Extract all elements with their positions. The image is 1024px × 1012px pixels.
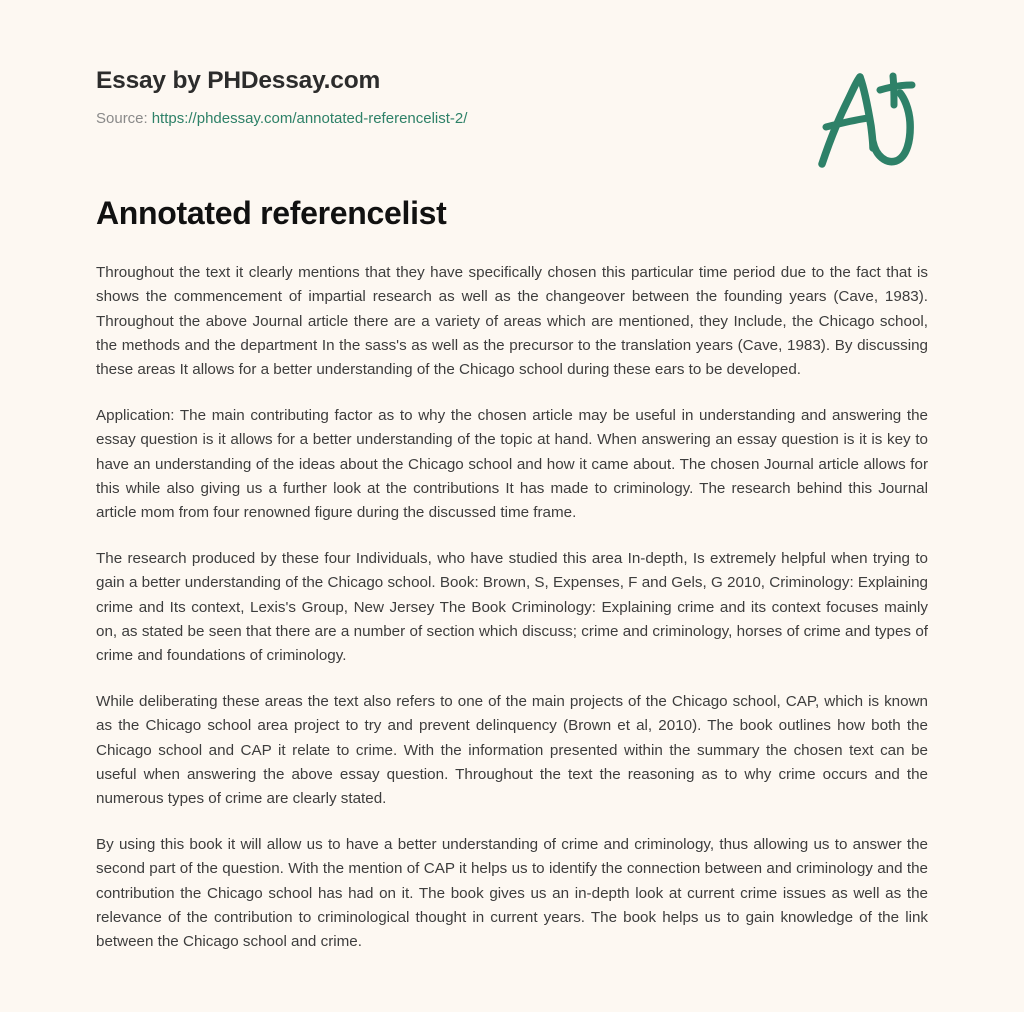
source-url-link[interactable]: https://phdessay.com/annotated-referencelist-2/ [151, 110, 468, 128]
paragraph: The research produced by these four Individuals, who have studied this area In-depth, Is extremely helpful when trying to gain a better understanding of the Chicago school. Book: Brown, S, Expenses, F and Gels, G 2010, Criminology: Explaining crime and Its context, Lexis's Group, New Jersey The Book Criminology: Explaining crime and its context focuses mainly on, as stated be seen that there are a number of section which discuss; crime and criminology, horses of crime and types of crime and foundations of criminology. [96, 550, 928, 664]
source-label: Source: [96, 110, 148, 128]
paragraph: While deliberating these areas the text also refers to one of the main projects of the Chicago school, CAP, which is known as the Chicago school area project to try and prevent delinquency (Brown et al, 2010). The book outlines how both the Chicago school and CAP it relate to crime. With the information presented within the summary the chosen text can be useful when answering the above essay question. Throughout the text the reasoning as to why crime occurs and the numerous types of crime are clearly stated. [96, 693, 928, 807]
page-header [96, 0, 928, 129]
source-line [96, 110, 928, 129]
page-title: Annotated referencelist [96, 195, 447, 232]
paragraph: By using this book it will allow us to have a better understanding of crime and criminology, thus allowing us to answer the second part of the question. With the mention of CAP it helps us to identify the connection between and criminology and the contribution the Chicago school has had on it. The book gives us an in-depth look at current crime issues as well as the relevance of the contribution to criminological thought in current years. The book helps us to gain knowledge of the link between the Chicago school and crime. [96, 836, 928, 951]
brand-title: Essay by PHDessay.com [96, 67, 381, 94]
aplus-logo-icon [814, 68, 918, 172]
article-body [96, 233, 928, 954]
paragraph: Application: The main contributing factor as to why the chosen article may be useful in understanding and answering the essay question is it allows for a better understanding of the topic at hand. When answering an essay question is it is key to have an understanding of the ideas about the Chicago school and how it came about. The chosen Journal article allows for this while also giving us a further look at the contributions It has made to criminology. The research behind this Journal article mom from four renowned figure during the discussed time frame. [96, 407, 928, 521]
paragraph: Throughout the text it clearly mentions that they have specifically chosen this particular time period due to the fact that is shows the commencement of impartial research as well as the changeover between the founding years (Cave, 1983). Throughout the above Journal article there are a variety of areas which are mentioned, they Include, the Chicago school, the methods and the department In the sass's as well as the precursor to the translation years (Cave, 1983). By discussing these areas It allows for a better understanding of the Chicago school during these ears to be developed. [96, 264, 928, 378]
